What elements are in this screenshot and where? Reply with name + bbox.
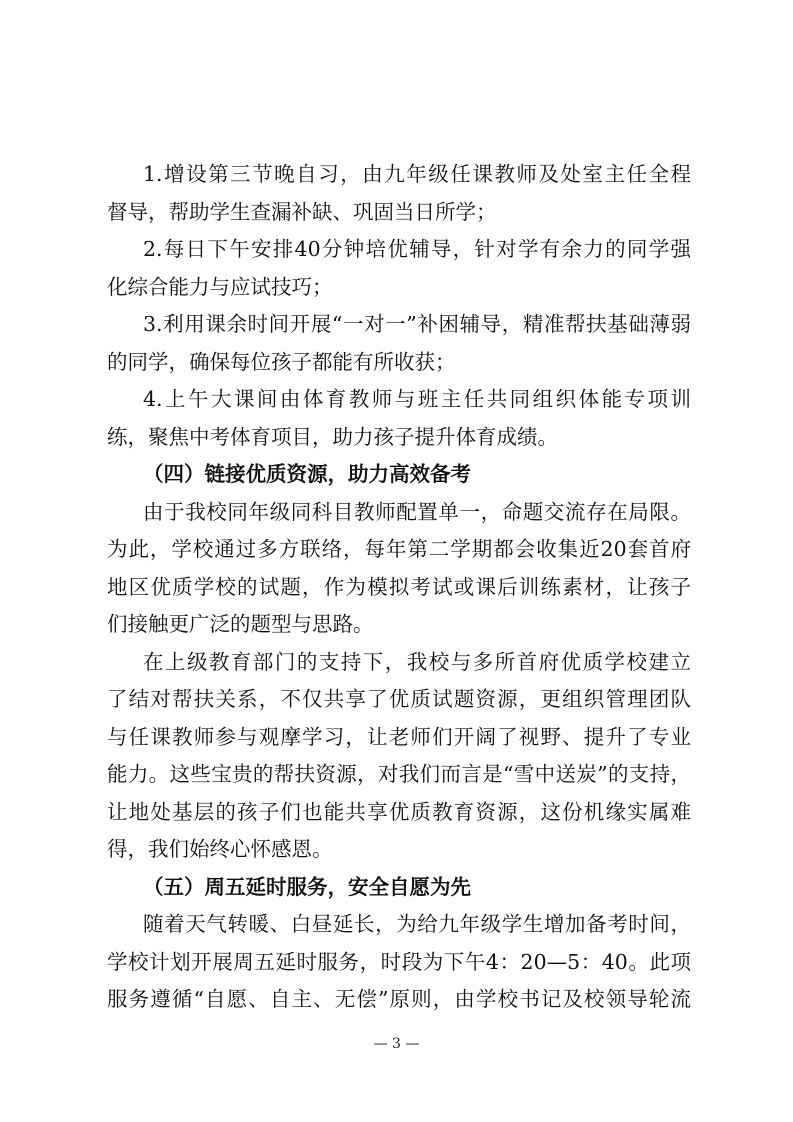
paragraph — [107, 494, 691, 644]
text-line: 2.每日下午安排40分钟培优辅导，针对学有余力的同学强 — [143, 237, 691, 261]
paragraph — [107, 231, 691, 306]
text-line: 让地处基层的孩子们也能共享优质教育资源，这份机缘实属难 — [107, 799, 691, 824]
text-line: 化综合能力与应试技巧； — [107, 274, 333, 299]
text-line: 得，我们始终心怀感恩。 — [107, 837, 333, 861]
text-line: （五）周五延时服务，安全自愿为先 — [143, 874, 471, 899]
text-line: 1.增设第三节晚自习，由九年级任课教师及处室主任全程 — [143, 162, 691, 186]
text-line: 由于我校同年级同科目教师配置单一，命题交流存在局限。 — [143, 499, 691, 524]
text-line: （四）链接优质资源，助力高效备考 — [143, 462, 471, 486]
paragraph — [107, 906, 691, 1019]
section-heading — [107, 869, 691, 907]
text-line: 地区优质学校的试题，作为模拟考试或课后训练素材，让孩子 — [107, 574, 691, 599]
text-line: 4.上午大课间由体育教师与班主任共同组织体能专项训 — [143, 387, 691, 411]
section-heading — [107, 456, 691, 494]
paragraph — [107, 644, 691, 869]
text-line: 督导，帮助学生查漏补缺、巩固当日所学； — [107, 199, 497, 224]
text-line: 3.利用课余时间开展“一对一”补困辅导，精准帮扶基础薄弱 — [143, 312, 691, 336]
text-line: 服务遵循“自愿、自主、无偿”原则，由学校书记及校领导轮流 — [107, 987, 691, 1011]
text-line: 与任课教师参与观摩学习，让老师们开阔了视野、提升了专业 — [107, 724, 691, 749]
text-line: 在上级教育部门的支持下，我校与多所首府优质学校建立 — [143, 649, 691, 674]
paragraph — [107, 156, 691, 231]
text-line: 的同学，确保每位孩子都能有所收获； — [107, 349, 456, 374]
paragraph — [107, 306, 691, 381]
paragraph — [107, 381, 691, 456]
text-line: 练，聚焦中考体育项目，助力孩子提升体育成绩。 — [107, 424, 558, 449]
text-line: 随着天气转暖、白昼延长，为给九年级学生增加备考时间， — [143, 912, 691, 936]
document-body — [107, 156, 691, 1019]
text-line: 了结对帮扶关系，不仅共享了优质试题资源，更组织管理团队 — [107, 687, 691, 711]
text-line: 们接触更广泛的题型与思路。 — [107, 612, 374, 636]
text-line: 能力。这些宝贵的帮扶资源，对我们而言是“雪中送炭”的支持， — [107, 762, 691, 786]
text-line: 学校计划开展周五延时服务，时段为下午4：20—5：40。此项 — [107, 949, 691, 974]
page-number: — 3 — — [373, 1036, 420, 1052]
text-line: 为此，学校通过多方联络，每年第二学期都会收集近20套首府 — [107, 537, 691, 561]
